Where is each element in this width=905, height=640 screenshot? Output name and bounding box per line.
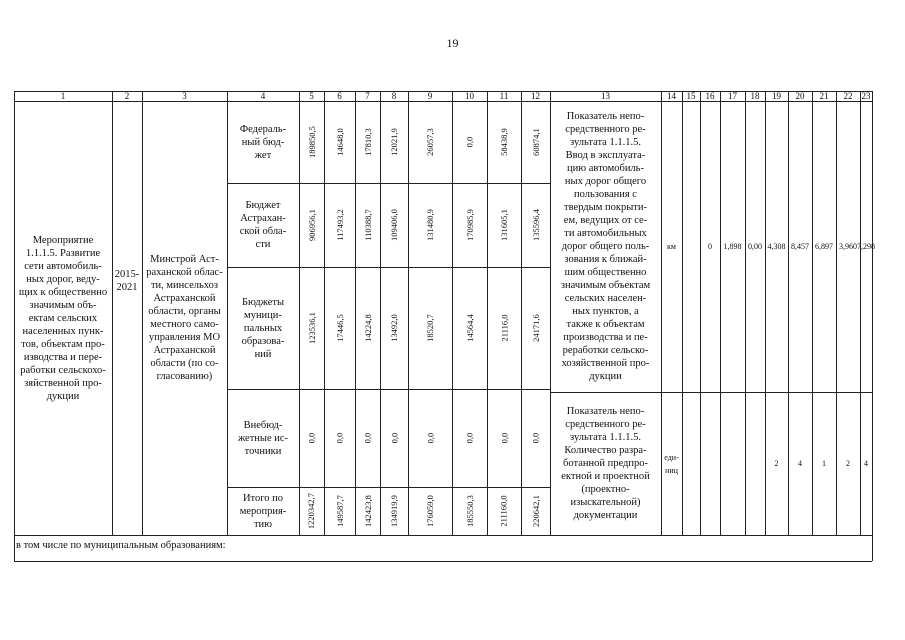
funding-source-label-text: Федераль- ный бюд- жет [239, 123, 287, 161]
funding-value [408, 389, 452, 487]
column-number-7-text: 7 [365, 91, 370, 101]
funding-value-text: 109406,0 [389, 209, 399, 241]
column-number-2-text: 2 [124, 91, 130, 101]
indicator-value [720, 101, 745, 392]
indicator-value-text: 7,298 [857, 242, 875, 251]
funding-value-text: 0,0 [425, 432, 435, 444]
funding-value [324, 183, 355, 267]
funding-value-text: 135596,4 [530, 209, 541, 241]
funding-source-label-text: Бюджеты муници- пальных образова- ний [241, 296, 285, 360]
indicator-value-text: 0 [708, 242, 712, 251]
funding-value-text: 211160,0 [499, 495, 509, 527]
funding-value [487, 101, 521, 183]
event-period-text: 2015- 2021 [114, 269, 140, 293]
indicator-value [682, 392, 700, 535]
funding-value-text: 0,0 [362, 432, 373, 444]
column-number-23-text: 23 [861, 91, 871, 101]
indicator-value [860, 392, 872, 535]
event-executor [144, 101, 225, 535]
funding-value-text: 189850,5 [306, 126, 317, 158]
indicator-value-text: 2 [774, 459, 779, 468]
funding-value-text: 17446,5 [334, 314, 345, 342]
event-executor-text: Минстрой Аст- раханской облас- ти, минсельхоз Астраханской области, органы местного само- управления МО Астраханской области (по со- гласованию) [146, 254, 223, 382]
funding-source-label-text: Бюджет Астрахан- ской обла- сти [239, 200, 287, 250]
column-number-20-text: 20 [795, 91, 805, 101]
indicator-text-text: Показатель непо- средственного ре- зультата 1.1.1.5. Количество разра- ботанной предпро- ектной и проектной (проектно- изыскательной) документации [561, 406, 650, 521]
column-number-18-text: 18 [750, 91, 760, 101]
column-number-13-text: 13 [601, 91, 610, 101]
funding-value [408, 183, 452, 267]
funding-value-text: 17810,3 [362, 128, 373, 156]
funding-value [521, 101, 550, 183]
indicator-unit-text: км [667, 242, 676, 251]
funding-value [299, 487, 324, 535]
funding-value-text: 110388,7 [362, 209, 373, 241]
funding-value [487, 267, 521, 389]
funding-value [521, 183, 550, 267]
funding-value-text: 0,0 [530, 432, 541, 444]
column-number-11-text: 11 [499, 91, 509, 101]
body-bottom [14, 535, 872, 536]
funding-value-text: 149587,7 [334, 495, 345, 527]
indicator-value-text: 0,00 [748, 242, 762, 251]
funding-value-text: 117493,2 [334, 209, 345, 241]
indicator-value [700, 392, 720, 535]
column-divider [227, 91, 228, 535]
indicator-text [552, 101, 659, 392]
funding-value [299, 267, 324, 389]
funding-source-label [229, 267, 297, 389]
funding-value [452, 101, 487, 183]
funding-value-text: 14564,4 [464, 314, 475, 342]
column-number-12-text: 12 [531, 91, 540, 101]
funding-value [380, 101, 408, 183]
funding-value-text: 906956,1 [306, 209, 317, 241]
column-number-14-text: 14 [667, 91, 676, 101]
funding-value [299, 101, 324, 183]
funding-value-text: 0,0 [499, 432, 509, 444]
indicator-value [857, 101, 875, 392]
funding-value-text: 220642,1 [530, 495, 541, 527]
funding-value-text: 18520,7 [425, 314, 435, 342]
funding-value [380, 267, 408, 389]
funding-value-text: 14224,8 [362, 314, 373, 342]
funding-value [299, 389, 324, 487]
indicator-value [788, 392, 812, 535]
funding-source-label [229, 389, 297, 487]
funding-value [324, 101, 355, 183]
column-number-16-text: 16 [705, 91, 715, 101]
indicator-text-text: Показатель непо- средственного ре- зультата 1.1.1.5. Ввод в эксплуата- цию автомобиль- ных дорог общего пользования с твердым покрыти- ем, ведущих от се- ти автомобильных дорог общего поль- зования к ближай- шим общественно значимым объектам сельских населен- ных пунктов, а также к объектам производства и пе- реработки сельско- хозяйственной про- дукции [560, 111, 651, 382]
column-number-4-text: 4 [260, 91, 266, 101]
funding-value-text: 134919,9 [389, 495, 399, 527]
column-number-9-text: 9 [427, 91, 433, 101]
funding-value-text: 170985,9 [464, 209, 475, 241]
funding-value-text: 24171,6 [530, 314, 541, 342]
column-number-21-text: 21 [819, 91, 829, 101]
funding-value [355, 487, 380, 535]
funding-value-text: 58438,9 [499, 128, 509, 156]
funding-source-label [229, 183, 297, 267]
indicator-value [745, 101, 765, 392]
indicator-text [552, 392, 659, 535]
funding-value [452, 487, 487, 535]
funding-value-text: 0,0 [334, 432, 345, 444]
indicator-unit-text: еди- ниц [664, 452, 679, 475]
indicator-value-text: 4 [798, 459, 802, 468]
funding-value [487, 389, 521, 487]
indicator-unit [661, 392, 682, 535]
funding-value [408, 267, 452, 389]
indicator-value [682, 101, 700, 392]
column-number-8-text: 8 [391, 91, 397, 101]
funding-value-text: 131605,1 [499, 209, 509, 241]
funding-value-text: 185550,3 [464, 495, 475, 527]
column-divider [550, 91, 551, 535]
funding-value [452, 267, 487, 389]
funding-value-text: 13492,0 [389, 314, 399, 342]
funding-source-label-text: Итого по мероприя- тию [239, 492, 287, 530]
indicator-value [812, 101, 836, 392]
funding-value-text: 131480,9 [425, 209, 435, 241]
column-number-10-text: 10 [465, 91, 474, 101]
funding-value [380, 487, 408, 535]
table-border-bottom [14, 561, 872, 562]
funding-value [408, 101, 452, 183]
indicator-value-text: 1 [822, 459, 826, 468]
page-number: 19 [446, 36, 459, 50]
funding-value [355, 101, 380, 183]
funding-value-text: 60874,1 [530, 128, 541, 156]
funding-value [355, 267, 380, 389]
indicator-value [836, 392, 860, 535]
funding-value [380, 389, 408, 487]
event-name [16, 101, 110, 535]
table-border-left [14, 91, 15, 561]
column-number-15-text: 15 [686, 91, 696, 101]
funding-value-text: 0,0 [464, 432, 475, 444]
funding-value [521, 389, 550, 487]
municipal-subtotal-label: в том числе по муниципальным образованиям: [16, 540, 226, 551]
table-border-right [872, 91, 873, 561]
funding-value [452, 183, 487, 267]
funding-value-text: 26057,3 [425, 128, 435, 156]
column-number-1-text: 1 [60, 91, 66, 101]
indicator-value [700, 101, 720, 392]
funding-value-text: 123536,1 [306, 312, 317, 344]
column-number-2 [112, 91, 142, 102]
funding-value [324, 267, 355, 389]
funding-value-text: 12021,9 [389, 128, 399, 156]
indicator-value [720, 392, 745, 535]
funding-value-text: 0,0 [306, 432, 317, 444]
column-divider [142, 91, 143, 535]
column-number-3-text: 3 [182, 91, 187, 101]
funding-value [324, 389, 355, 487]
indicator-value-text: 4 [864, 459, 868, 468]
column-number-6-text: 6 [337, 91, 342, 101]
funding-value [299, 183, 324, 267]
event-name-text: Мероприятие 1.1.1.5. Развитие сети автомобиль- ных дорог, веду- щих к общественно значимым объ- ектам сельских населенных пунк- тов, объектам про- изводства и пере- работки сельскохо- зяйственной про- дукции [18, 234, 108, 402]
program-table [14, 91, 875, 561]
funding-value [452, 389, 487, 487]
funding-value-text: 14648,0 [334, 128, 345, 156]
column-number-17-text: 17 [728, 91, 737, 101]
funding-value [324, 487, 355, 535]
event-period [112, 251, 142, 311]
indicator-value-text: 3,960 [839, 242, 857, 251]
column-divider [112, 91, 113, 535]
indicator-value [765, 101, 788, 392]
funding-value-text: 0,0 [464, 136, 475, 148]
funding-value-text: 142423,8 [362, 495, 373, 527]
funding-value [521, 487, 550, 535]
funding-value [487, 183, 521, 267]
funding-value [380, 183, 408, 267]
column-number-19-text: 19 [772, 91, 781, 101]
indicator-value [788, 101, 812, 392]
funding-source-label-text: Внебюд- жетные ис- точники [237, 419, 289, 457]
indicator-value-text: 4,308 [767, 242, 786, 251]
indicator-value [765, 392, 788, 535]
funding-value-text: 176059,0 [425, 495, 435, 527]
funding-value-text: 1220342,7 [306, 492, 317, 530]
funding-value [487, 487, 521, 535]
funding-value-text: 0,0 [389, 432, 399, 444]
indicator-unit [661, 101, 682, 392]
column-number-22-text: 22 [843, 91, 853, 101]
funding-source-label [229, 101, 297, 183]
indicator-value-text: 2 [846, 459, 850, 468]
funding-value [521, 267, 550, 389]
funding-value [355, 389, 380, 487]
column-number-5-text: 5 [309, 91, 314, 101]
funding-value [408, 487, 452, 535]
indicator-value-text: 6,897 [815, 242, 833, 251]
indicator-value-text: 1,898 [723, 242, 742, 251]
indicator-value [812, 392, 836, 535]
funding-value-text: 21116,0 [499, 314, 509, 342]
indicator-value [745, 392, 765, 535]
funding-value [355, 183, 380, 267]
funding-source-label [229, 487, 297, 535]
indicator-value-text: 8,457 [791, 242, 809, 251]
